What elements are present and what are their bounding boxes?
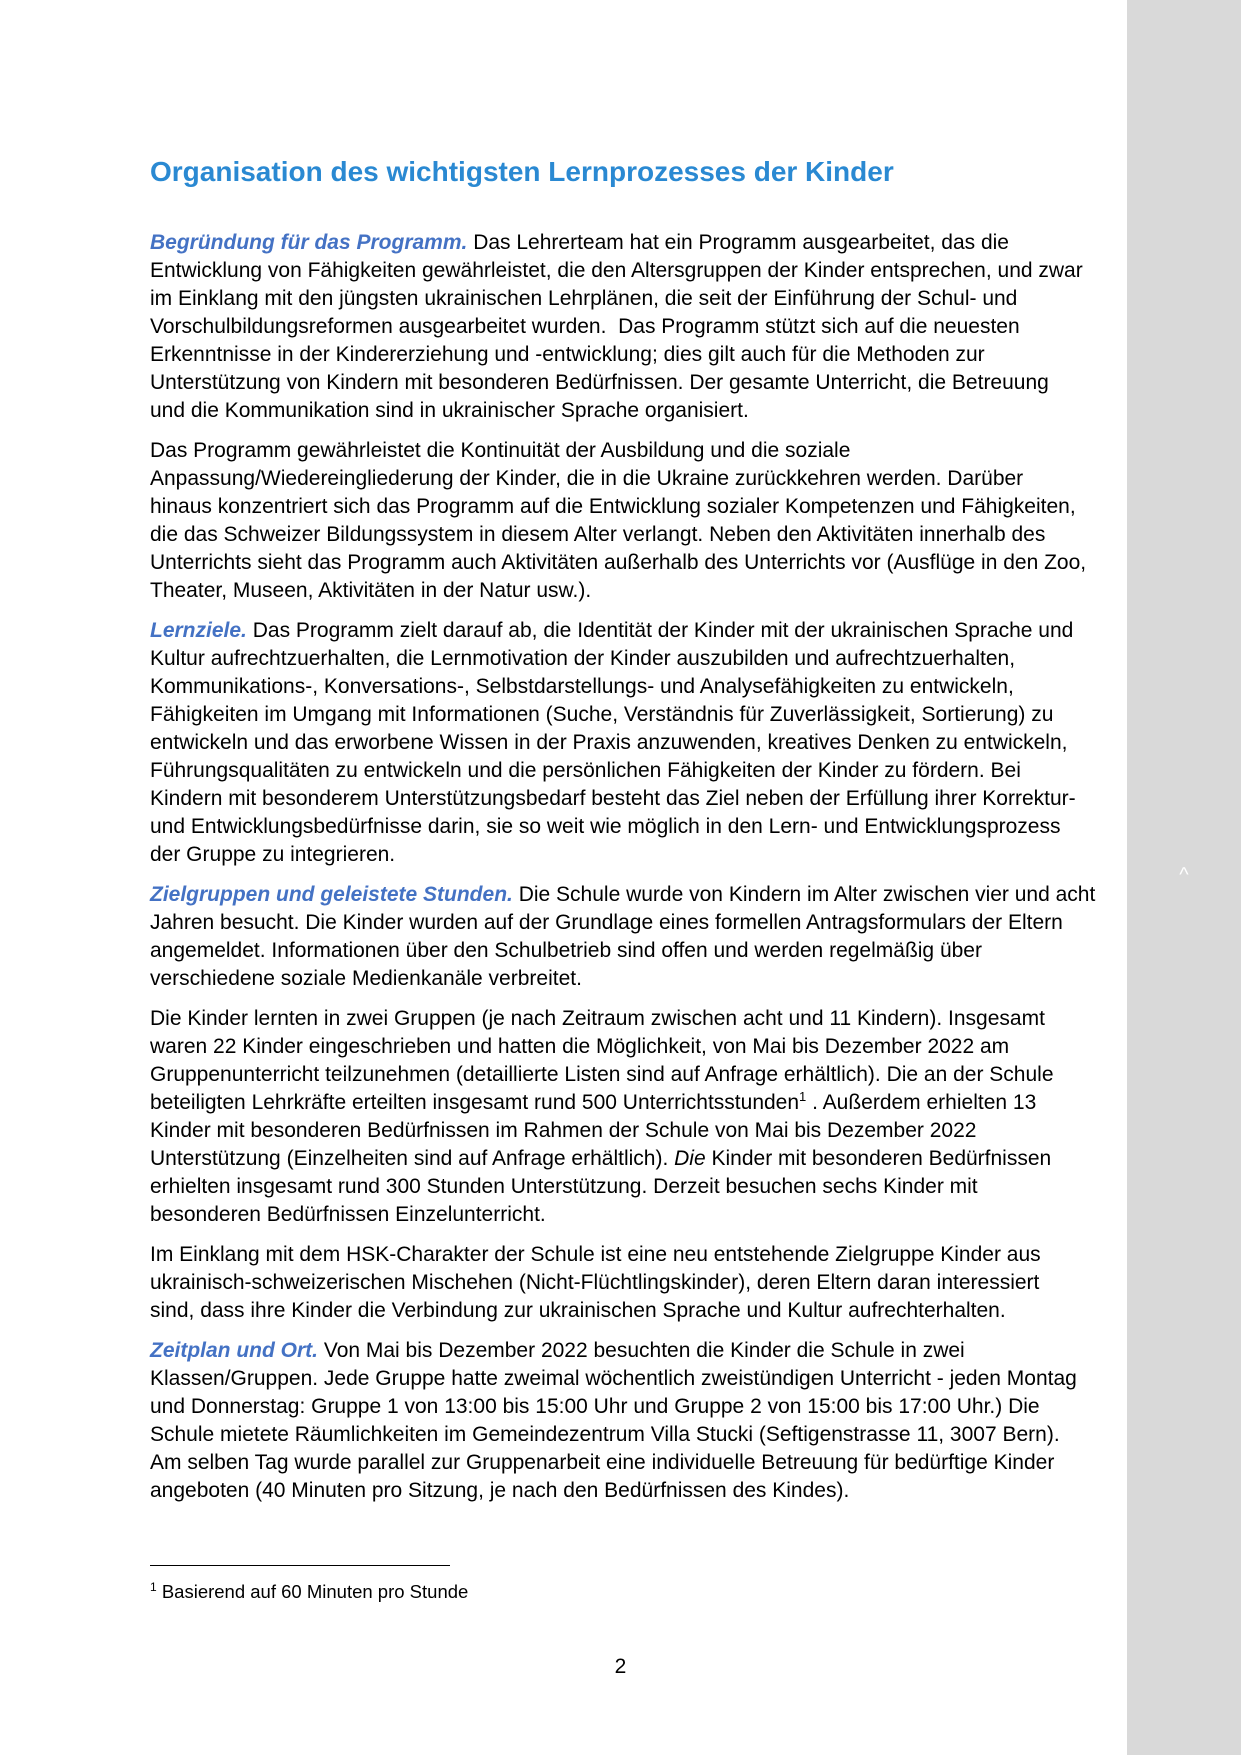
text-line: die das Schweizer Bildungssystem in diesem Alter verlangt. Neben den Aktivitäten innerhalb des xyxy=(150,523,1046,546)
text-line: Vorschulbildungsreformen ausgearbeitet wurden. Das Programm stützt sich auf die neuesten xyxy=(150,315,1020,338)
footnote-marker: 1 xyxy=(150,1580,157,1594)
page-title: Organisation des wichtigsten Lernprozesses der Kinder xyxy=(150,156,894,187)
chevron-up-icon: ^ xyxy=(1179,864,1189,886)
text-line: Kommunikations-, Konversations-, Selbstdarstellungs- und Analysefähigkeiten zu entwickeln, xyxy=(150,675,1014,698)
text-line: waren 22 Kinder eingeschrieben und hatten die Möglichkeit, von Mai bis Dezember 2022 am xyxy=(150,1035,1010,1058)
text-line-content: Die Schule wurde von Kindern im Alter zwischen vier und acht xyxy=(518,883,1096,906)
text-line: besonderen Bedürfnissen Einzelunterricht. xyxy=(150,1203,546,1226)
text-line: Anpassung/Wiedereingliederung der Kinder, die in die Ukraine zurückkehren werden. Darüber xyxy=(150,467,1024,490)
text-line: Kindern mit besonderem Unterstützungsbedarf besteht das Ziel neben der Erfüllung ihrer Korrektur- xyxy=(150,787,1076,810)
text-line: Erkenntnisse in der Kindererziehung und -entwicklung; dies gilt auch für die Methoden zur xyxy=(150,343,985,366)
text-line xyxy=(150,1089,1110,1117)
text-line: angemeldet. Informationen über den Schulbetrieb sind offen und werden regelmäßig über xyxy=(150,939,982,962)
text-line: verschiedene soziale Medienkanäle verbreitet. xyxy=(150,967,582,990)
paragraph-program-rationale xyxy=(150,229,1110,425)
footnote-text: Basierend auf 60 Minuten pro Stunde xyxy=(161,1581,469,1602)
text-line: Klassen/Gruppen. Jede Gruppe hatte zweimal wöchentlich zweistündigen Unterricht - jeden Montag xyxy=(150,1367,1077,1390)
paragraph-schedule-and-location xyxy=(150,1337,1110,1505)
paragraph-lead-heading: Zeitplan und Ort. xyxy=(150,1339,318,1362)
text-line: Schule mietete Räumlichkeiten im Gemeindezentrum Villa Stucki (Seftigenstrasse 11, 3007 Bern). xyxy=(150,1423,1060,1446)
text-line: Im Einklang mit dem HSK-Charakter der Schule ist eine neu entstehende Zielgruppe Kinder aus xyxy=(150,1243,1041,1266)
text-line-content: beteiligten Lehrkräfte erteilten insgesamt rund 500 Unterrichtsstunden xyxy=(150,1091,800,1114)
page-number: 2 xyxy=(614,1655,627,1678)
text-line: Unterstützung von Kindern mit besonderen Bedürfnissen. Der gesamte Unterricht, die Betreuung xyxy=(150,371,1049,394)
italic-text: Die xyxy=(674,1147,706,1170)
text-line: der Gruppe zu integrieren. xyxy=(150,843,396,866)
sidebar-scroll-up-button[interactable] xyxy=(1127,860,1241,890)
paragraph-lead-heading: Begründung für das Programm. xyxy=(150,231,468,254)
text-line-content: Das Lehrerteam hat ein Programm ausgearbeitet, das die xyxy=(473,231,1009,254)
text-line-content: . Außerdem erhielten 13 xyxy=(812,1091,1037,1114)
text-line xyxy=(150,1145,1110,1173)
text-line: Unterrichts sieht das Programm auch Aktivitäten außerhalb des Unterrichts vor (Ausflüge in den Zoo, xyxy=(150,551,1087,574)
right-sidebar xyxy=(1127,0,1241,1755)
text-line: ukrainisch-schweizerischen Mischehen (Nicht-Flüchtlingskinder), deren Eltern daran interessiert xyxy=(150,1271,1040,1294)
text-line xyxy=(150,881,1110,909)
text-line xyxy=(150,617,1110,645)
footnote-reference: 1 xyxy=(799,1089,807,1104)
document-body xyxy=(150,229,1110,1517)
text-line: Die Kinder lernten in zwei Gruppen (je nach Zeitraum zwischen acht und 11 Kindern). Insgesamt xyxy=(150,1007,1045,1030)
text-line xyxy=(150,229,1110,257)
text-line: sind, dass ihre Kinder die Verbindung zur ukrainischen Sprache und Kultur aufrechterhalten. xyxy=(150,1299,1006,1322)
paragraph-groups-and-hours xyxy=(150,1005,1110,1229)
text-line-content: Das Programm zielt darauf ab, die Identität der Kinder mit der ukrainischen Sprache und xyxy=(252,619,1074,642)
text-line: entwickeln und das erworbene Wissen in der Praxis anzuwenden, kreatives Denken zu entwickeln, xyxy=(150,731,1068,754)
text-line-content: Kinder mit besonderen Bedürfnissen xyxy=(711,1147,1052,1170)
text-line: Am selben Tag wurde parallel zur Gruppenarbeit eine individuelle Betreuung für bedürftige Kinder xyxy=(150,1451,1055,1474)
paragraph-lead-heading: Lernziele. xyxy=(150,619,247,642)
paragraph-learning-goals xyxy=(150,617,1110,869)
paragraph-program-continuity xyxy=(150,437,1110,605)
text-line: Das Programm gewährleistet die Kontinuität der Ausbildung und die soziale xyxy=(150,439,851,462)
text-line xyxy=(150,1337,1110,1365)
text-line-content: Von Mai bis Dezember 2022 besuchten die Kinder die Schule in zwei xyxy=(323,1339,965,1362)
footnote xyxy=(150,1580,468,1604)
text-line: im Einklang mit den jüngsten ukrainischen Lehrplänen, die seit der Einführung der Schul- und xyxy=(150,287,1018,310)
text-line: Theater, Museen, Aktivitäten in der Natur usw.). xyxy=(150,579,592,602)
text-line: Entwicklung von Fähigkeiten gewährleistet, die den Altersgruppen der Kinder entsprechen, und zwar xyxy=(150,259,1083,282)
text-line: Kinder mit besonderen Bedürfnissen im Rahmen der Schule von Mai bis Dezember 2022 xyxy=(150,1119,977,1142)
text-line: und Donnerstag: Gruppe 1 von 13:00 bis 15:00 Uhr und Gruppe 2 von 15:00 bis 17:00 Uhr.) Die xyxy=(150,1395,1040,1418)
text-line-content: Unterstützung (Einzelheiten sind auf Anfrage erhältlich). xyxy=(150,1147,669,1170)
text-line: Führungsqualitäten zu entwickeln und die persönlichen Fähigkeiten der Kinder zu fördern. Bei xyxy=(150,759,1021,782)
paragraph-target-groups xyxy=(150,881,1110,993)
text-line: Jahren besucht. Die Kinder wurden auf der Grundlage eines formellen Antragsformulars der Eltern xyxy=(150,911,1063,934)
text-line: Kultur aufrechtzuerhalten, die Lernmotivation der Kinder auszubilden und aufrechtzuerhalten, xyxy=(150,647,1016,670)
text-line: Gruppenunterricht teilzunehmen (detaillierte Listen sind auf Anfrage erhältlich). Die an der Schule xyxy=(150,1063,1054,1086)
footnote-separator xyxy=(150,1565,450,1566)
text-line: und Entwicklungsbedürfnisse darin, sie so weit wie möglich in den Lern- und Entwicklungsprozess xyxy=(150,815,1061,838)
text-line: und die Kommunikation sind in ukrainischer Sprache organisiert. xyxy=(150,399,749,422)
paragraph-hsk-target-group xyxy=(150,1241,1110,1325)
text-line: hinaus konzentriert sich das Programm auf die Entwicklung sozialer Kompetenzen und Fähigkeiten, xyxy=(150,495,1076,518)
paragraph-lead-heading: Zielgruppen und geleistete Stunden. xyxy=(150,883,513,906)
text-line: Fähigkeiten im Umgang mit Informationen (Suche, Verständnis für Zuverlässigkeit, Sortierung) zu xyxy=(150,703,1054,726)
text-line: angeboten (40 Minuten pro Sitzung, je nach den Bedürfnissen des Kindes). xyxy=(150,1479,850,1502)
text-line: erhielten insgesamt rund 300 Stunden Unterstützung. Derzeit besuchen sechs Kinder mit xyxy=(150,1175,978,1198)
